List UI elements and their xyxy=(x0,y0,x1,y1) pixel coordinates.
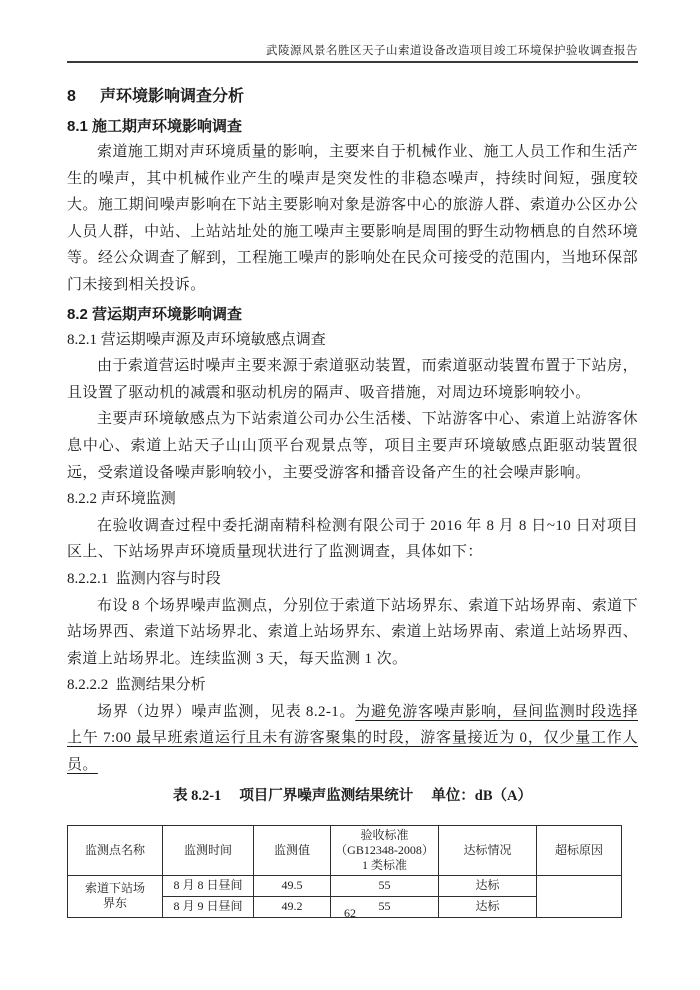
heading-8-number: 8 xyxy=(67,88,76,105)
cell-time: 8 月 9 日昼间 xyxy=(163,896,254,917)
page-header xyxy=(67,0,638,63)
header-title: 武陵源风景名胜区天子山索道设备改造项目竣工环境保护验收调查报告 xyxy=(266,45,638,57)
heading-8-2-2: 8.2.2 声环境监测 xyxy=(67,491,176,508)
cell-value: 49.2 xyxy=(254,896,331,917)
col-header-reason: 超标原因 xyxy=(537,825,622,875)
col-header-standard-line2: （GB12348-2008） xyxy=(335,842,434,857)
result-analysis-text: 场界（边界）噪声监测，见表 8.2-1。 xyxy=(97,703,356,720)
page-number: 62 xyxy=(344,906,356,920)
col-header-standard xyxy=(331,825,439,875)
cell-site-line2: 界东 xyxy=(102,896,127,911)
paragraph-construction-noise: 索道施工期对声环境质量的影响，主要来自于机械作业、施工人员工作和生活产生的噪声，其中机械作业产生的噪声是突发性的非稳态噪声，持续时间短，强度较大。施工期间噪声影响在下站主要影响对象是游客中心的旅游人群、索道办公区办公人员人群，中站、上站站址处的施工噪声主要影响是周围的野生动物栖息的自然环境等。经公众调查了解到，工程施工噪声的影响处在民众可接受的范围内，当地环保部门未接到相关投诉。 xyxy=(67,144,638,293)
heading-8-2-1: 8.2.1 营运期噪声源及声环境敏感点调查 xyxy=(67,331,326,348)
heading-8-1: 8.1 施工期声环境影响调查 xyxy=(67,118,243,135)
heading-8-title: 声环境影响调查分析 xyxy=(100,88,245,105)
col-header-status: 达标情况 xyxy=(439,825,537,875)
table-caption-unit: 单位：dB（A） xyxy=(431,787,533,804)
paragraph-monitoring-intro: 在验收调查过程中委托湖南精科检测有限公司于 2016 年 8 月 8 日~10 日对项目区上、下站场界声环境质量现状进行了监测调查，具体如下： xyxy=(67,517,638,561)
col-header-site: 监测点名称 xyxy=(68,825,163,875)
col-header-standard-line3: 1 类标准 xyxy=(361,857,407,872)
heading-8-2-2-1: 8.2.2.1 监测内容与时段 xyxy=(67,570,221,587)
table-caption-label: 表 8.2-1 xyxy=(172,787,222,804)
table-caption xyxy=(67,785,638,807)
cell-standard: 55 xyxy=(331,875,439,896)
paragraph-sensitive-points: 主要声环境敏感点为下站索道公司办公生活楼、下站游客中心、索道上站游客休息中心、索道上站天子山山顶平台观景点等，项目主要声环境敏感点距驱动装置很远，受索道设备噪声影响较小，主要受游客和播音设备产生的社会噪声影响。 xyxy=(67,411,638,481)
cell-time: 8 月 8 日昼间 xyxy=(163,875,254,896)
cell-standard: 55 xyxy=(331,896,439,917)
table-caption-title: 项目厂界噪声监测结果统计 xyxy=(239,787,414,804)
cell-status: 达标 xyxy=(439,896,537,917)
col-header-time: 监测时间 xyxy=(163,825,254,875)
col-header-standard-line1: 验收标准 xyxy=(360,827,409,842)
paragraph-result-analysis xyxy=(67,699,638,779)
heading-8-2: 8.2 营运期声环境影响调查 xyxy=(67,305,243,323)
cell-value: 49.5 xyxy=(254,875,331,896)
table-row xyxy=(68,875,622,896)
col-header-value: 监测值 xyxy=(254,825,331,875)
heading-8 xyxy=(67,83,638,111)
paragraph-noise-source: 由于索道营运时噪声主要来源于索道驱动装置，而索道驱动装置布置于下站房，且设置了驱动机的减震和驱动机房的隔声、吸音措施，对周边环境影响较小。 xyxy=(67,358,638,401)
paragraph-monitoring-points: 布设 8 个场界噪声监测点，分别位于索道下站场界东、索道下站场界南、索道下站场界西、索道下站场界北、索道上站场界东、索道上站场界南、索道上站场界西、索道上站场界北。连续监测 3 天，每天监测 1 次。 xyxy=(67,597,638,667)
heading-8-2-2-2: 8.2.2.2 监测结果分析 xyxy=(67,677,206,694)
table-header-row xyxy=(68,825,622,875)
document-content xyxy=(67,0,638,918)
result-analysis-underlined-note: 为避免游客噪声影响，昼间监测时段选择上午 7:00 最早班索道运行且未有游客聚集的时段，游客量接近为 0，仅少量工作人员。 xyxy=(67,703,638,774)
noise-monitoring-table xyxy=(67,825,622,918)
cell-status: 达标 xyxy=(439,875,537,896)
cell-site-line1: 索道下站场 xyxy=(84,881,145,896)
